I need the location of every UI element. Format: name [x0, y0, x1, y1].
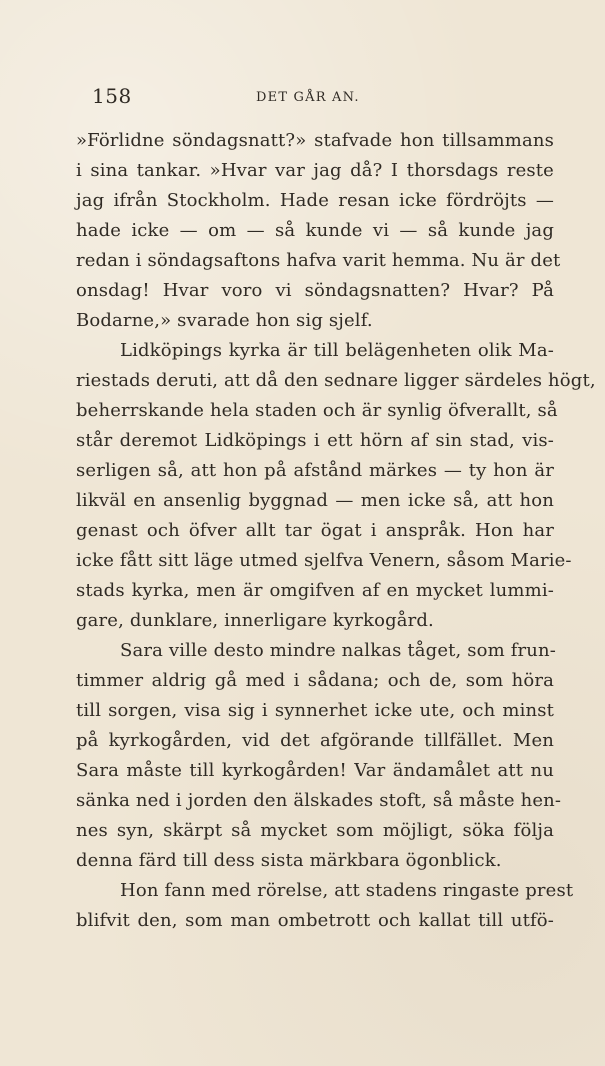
- text-line: står deremot Lidköpings i ett hörn af sin stad, vis-: [76, 430, 554, 451]
- text-line: denna färd till dess sista märkbara ögonblick.: [76, 850, 502, 871]
- text-line: på kyrkogården, vid det afgörande tillfället. Men: [76, 730, 554, 751]
- text-line: till sorgen, visa sig i synnerhet icke ute, och minst: [76, 700, 554, 721]
- text-line: Hon fann med rörelse, att stadens ringaste prest: [120, 880, 574, 901]
- text-line: icke fått sitt läge utmed sjelfva Venern, såsom Marie-: [76, 550, 572, 571]
- text-line: i sina tankar. »Hvar var jag då? I thorsdags reste: [76, 160, 554, 181]
- text-line: gare, dunklare, innerligare kyrkogård.: [76, 610, 434, 631]
- text-line: timmer aldrig gå med i sådana; och de, som höra: [76, 670, 554, 691]
- text-line: nes syn, skärpt så mycket som möjligt, söka följa: [76, 820, 554, 841]
- text-line: sänka ned i jorden den älskades stoft, så måste hen-: [76, 790, 562, 811]
- running-head: DET GÅR AN.: [256, 90, 360, 105]
- text-line: stads kyrka, men är omgifven af en mycket lummi-: [76, 580, 554, 601]
- text-line: onsdag! Hvar voro vi söndagsnatten? Hvar? På: [76, 280, 554, 301]
- text-line: Sara ville desto mindre nalkas tåget, som frun-: [120, 640, 556, 661]
- text-line: Lidköpings kyrka är till belägenheten olik Ma-: [120, 340, 554, 361]
- text-line: genast och öfver allt tar ögat i anspråk. Hon har: [76, 520, 554, 541]
- text-line: jag ifrån Stockholm. Hade resan icke fördröjts —: [76, 190, 554, 211]
- body-text: [76, 126, 596, 936]
- text-line: beherrskande hela staden och är synlig öfverallt, så: [76, 400, 558, 421]
- text-line: likväl en ansenlig byggnad — men icke så, att hon: [76, 490, 554, 511]
- text-line: Sara måste till kyrkogården! Var ändamålet att nu: [76, 760, 554, 781]
- text-line: serligen så, att hon på afstånd märkes — ty hon är: [76, 460, 554, 481]
- text-line: blifvit den, som man ombetrott och kallat till utfö-: [76, 910, 554, 931]
- text-line: hade icke — om — så kunde vi — så kunde jag: [76, 220, 554, 241]
- text-line: Bodarne,» svarade hon sig sjelf.: [76, 310, 373, 331]
- page-number: 158: [92, 84, 132, 108]
- text-line: riestads deruti, att då den sednare ligger särdeles högt,: [76, 370, 596, 391]
- page-header: [92, 84, 552, 112]
- text-line: »Förlidne söndagsnatt?» stafvade hon tillsammans: [76, 130, 554, 151]
- text-line: redan i söndagsaftons hafva varit hemma. Nu är det: [76, 250, 561, 271]
